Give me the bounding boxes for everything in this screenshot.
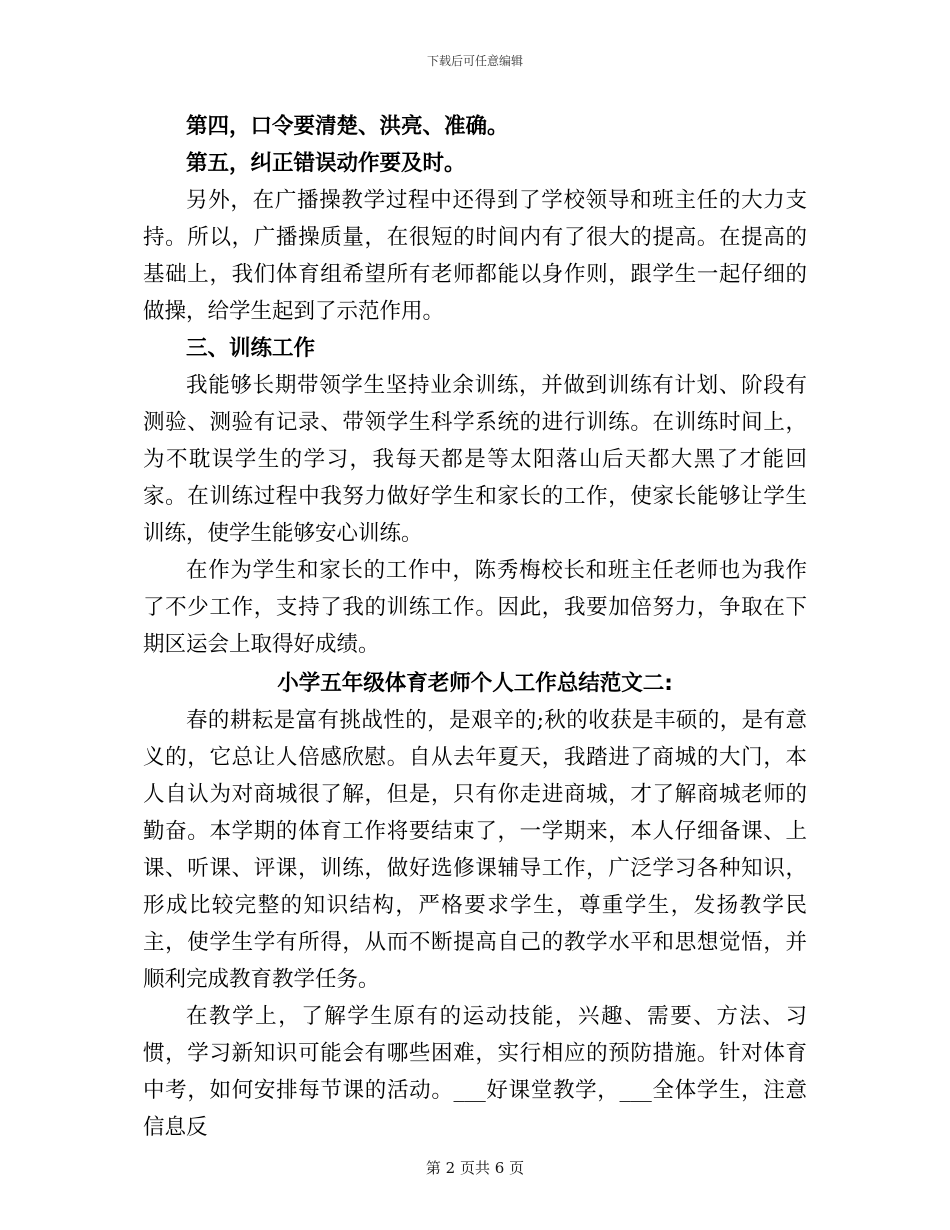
paragraph-spring-autumn: 春的耕耘是富有挑战性的，是艰辛的;秋的收获是丰硕的，是有意义的，它总让人倍感欣慰。自从去年夏天，我踏进了商城的大门，本人自认为对商城很了解，但是，只有你走进商城，才了解商城老师的勤奋。本学期的体育工作将要结束了，一学期来，本人仔细备课、上课、听课、评课，训练，做好选修课辅导工作，广泛学习各种知识，形成比较完整的知识结构，严格要求学生，尊重学生，发扬教学民主，使学生学有所得，从而不断提高自己的教学水平和思想觉悟，并顺利完成教育教学任务。: [143, 708, 807, 992]
article-title-two: 小学五年级体育老师个人工作总结范文二:: [277, 671, 673, 696]
paragraph-point-five: 第五，纠正错误动作要及时。: [186, 151, 466, 176]
paragraph-point-four: 第四，口令要清楚、洪亮、准确。: [186, 114, 509, 139]
paragraph-broadcast-exercise: 另外，在广播操教学过程中还得到了学校领导和班主任的大力支持。所以，广播操质量，在很短的时间内有了很大的提高。在提高的基础上，我们体育组希望所有老师都能以身作则，跟学生一起仔细的做操，给学生起到了示范作用。: [143, 188, 807, 324]
paragraph-training-long-term: 我能够长期带领学生坚持业余训练，并做到训练有计划、阶段有测验、测验有记录、带领学生科学系统的进行训练。在训练时间上，为不耽误学生的学习，我每天都是等太阳落山后天都大黑了才能回家。在训练过程中我努力做好学生和家长的工作，使家长能够让学生训练，使学生能够安心训练。: [143, 373, 807, 546]
section-heading-training: 三、训练工作: [186, 336, 316, 361]
page-header: 下载后可任意编辑: [426, 54, 523, 68]
paragraph-training-support: 在作为学生和家长的工作中，陈秀梅校长和班主任老师也为我作了不少工作，支持了我的训练工作。因此，我要加倍努力，争取在下期区运会上取得好成绩。: [143, 558, 807, 657]
paragraph-teaching: 在教学上，了解学生原有的运动技能，兴趣、需要、方法、习惯，学习新知识可能会有哪些困难，实行相应的预防措施。针对体育中考，如何安排每节课的活动。___好课堂教学，___全体学生，注意信息反: [143, 1004, 807, 1140]
page-footer: 第 2 页共 6 页: [425, 1159, 525, 1177]
document-body: [143, 108, 807, 1146]
